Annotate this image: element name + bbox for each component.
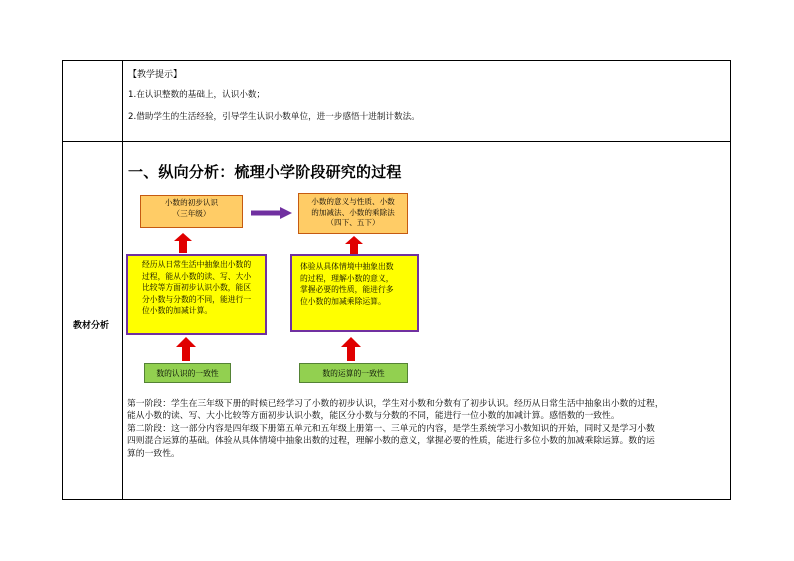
yellow-left-line5: 位小数的加减计算。 bbox=[142, 306, 213, 316]
yellow-left-line1: 经历从日常生活中抽象出小数的 bbox=[142, 260, 252, 269]
table-border-top bbox=[62, 60, 731, 61]
section-heading: 一、纵向分析：梳理小学阶段研究的过程 bbox=[128, 163, 402, 181]
box-initial-line2: （三年级） bbox=[172, 208, 211, 218]
box-decimal-initial-understanding bbox=[140, 195, 243, 228]
box-number-operation-description bbox=[290, 254, 419, 332]
yellow-left-line2: 过程，能从小数的读、写、大小 bbox=[142, 271, 252, 281]
box-initial-line1: 小数的初步认识 bbox=[164, 198, 219, 207]
table-column-divider bbox=[122, 60, 123, 500]
purple-right-arrow-icon bbox=[251, 207, 293, 219]
paragraph-line2: 能从小数的读、写、大小比较等方面初步认识小数，能区分小数与分数的不同，能进行一位小数的加减计算。感悟数的一致性。 bbox=[127, 411, 620, 422]
yellow-left-line4: 分小数与分数的不同，能进行一 bbox=[142, 294, 252, 304]
box-meaning-line1: 小数的意义与性质、小数 bbox=[311, 197, 395, 206]
red-up-arrow-icon bbox=[341, 337, 361, 361]
box-number-operation-consistency bbox=[299, 363, 408, 383]
red-up-arrow-icon bbox=[176, 337, 196, 361]
paragraph-line4: 四则混合运算的基础。体验从具体情境中抽象出数的过程，理解小数的意义，掌握必要的性质，能进行多位小数的加减乘除运算。数的运 bbox=[127, 436, 655, 447]
yellow-right-line3: 掌握必要的性质，能进行多 bbox=[300, 285, 394, 295]
row-label-textbook-analysis: 教材分析 bbox=[73, 321, 110, 331]
red-up-arrow-icon bbox=[174, 233, 192, 253]
table-border-bottom bbox=[62, 499, 731, 500]
yellow-right-line2: 的过程，理解小数的意义， bbox=[300, 273, 394, 283]
green-left-label: 数的认识的一致性 bbox=[156, 368, 219, 378]
paragraph-line1: 第一阶段：学生在三年级下册的时候已经学习了小数的初步认识，学生对小数和分数有了初步认识。经历从日常生活中抽象出小数的过程， bbox=[127, 399, 664, 409]
box-meaning-line3: （四下、五下） bbox=[326, 218, 380, 227]
analysis-paragraph bbox=[127, 398, 664, 460]
yellow-right-line4: 位小数的加减乘除运算。 bbox=[300, 296, 386, 306]
paragraph-line3: 第二阶段：这一部分内容是四年级下册第五单元和五年级上册第一、三单元的内容，是学生系统学习小数知识的开始，同时又是学习小数 bbox=[127, 423, 655, 434]
table-border-left bbox=[62, 60, 63, 500]
teaching-tip-2: 2.借助学生的生活经验，引导学生认识小数单位，进一步感悟十进制计数法。 bbox=[128, 112, 420, 122]
box-number-recognition-description bbox=[126, 254, 267, 335]
teaching-tips-header: 【教学提示】 bbox=[128, 70, 183, 80]
box-decimal-meaning-operations bbox=[298, 193, 408, 234]
paragraph-line5: 算的一致性。 bbox=[127, 448, 180, 459]
table-border-right bbox=[730, 60, 731, 500]
yellow-left-line3: 比较等方面初步认识小数，能区 bbox=[142, 283, 252, 293]
teaching-tip-1: 1.在认识整数的基础上，认识小数； bbox=[128, 90, 266, 100]
green-right-label: 数的运算的一致性 bbox=[322, 368, 385, 378]
box-meaning-line2: 的加减法、小数的乘除法 bbox=[311, 207, 395, 217]
box-number-recognition-consistency bbox=[144, 363, 231, 383]
yellow-right-line1: 体验从具体情境中抽象出数 bbox=[300, 262, 394, 271]
red-up-arrow-icon bbox=[345, 236, 363, 256]
table-row-divider bbox=[62, 141, 731, 142]
